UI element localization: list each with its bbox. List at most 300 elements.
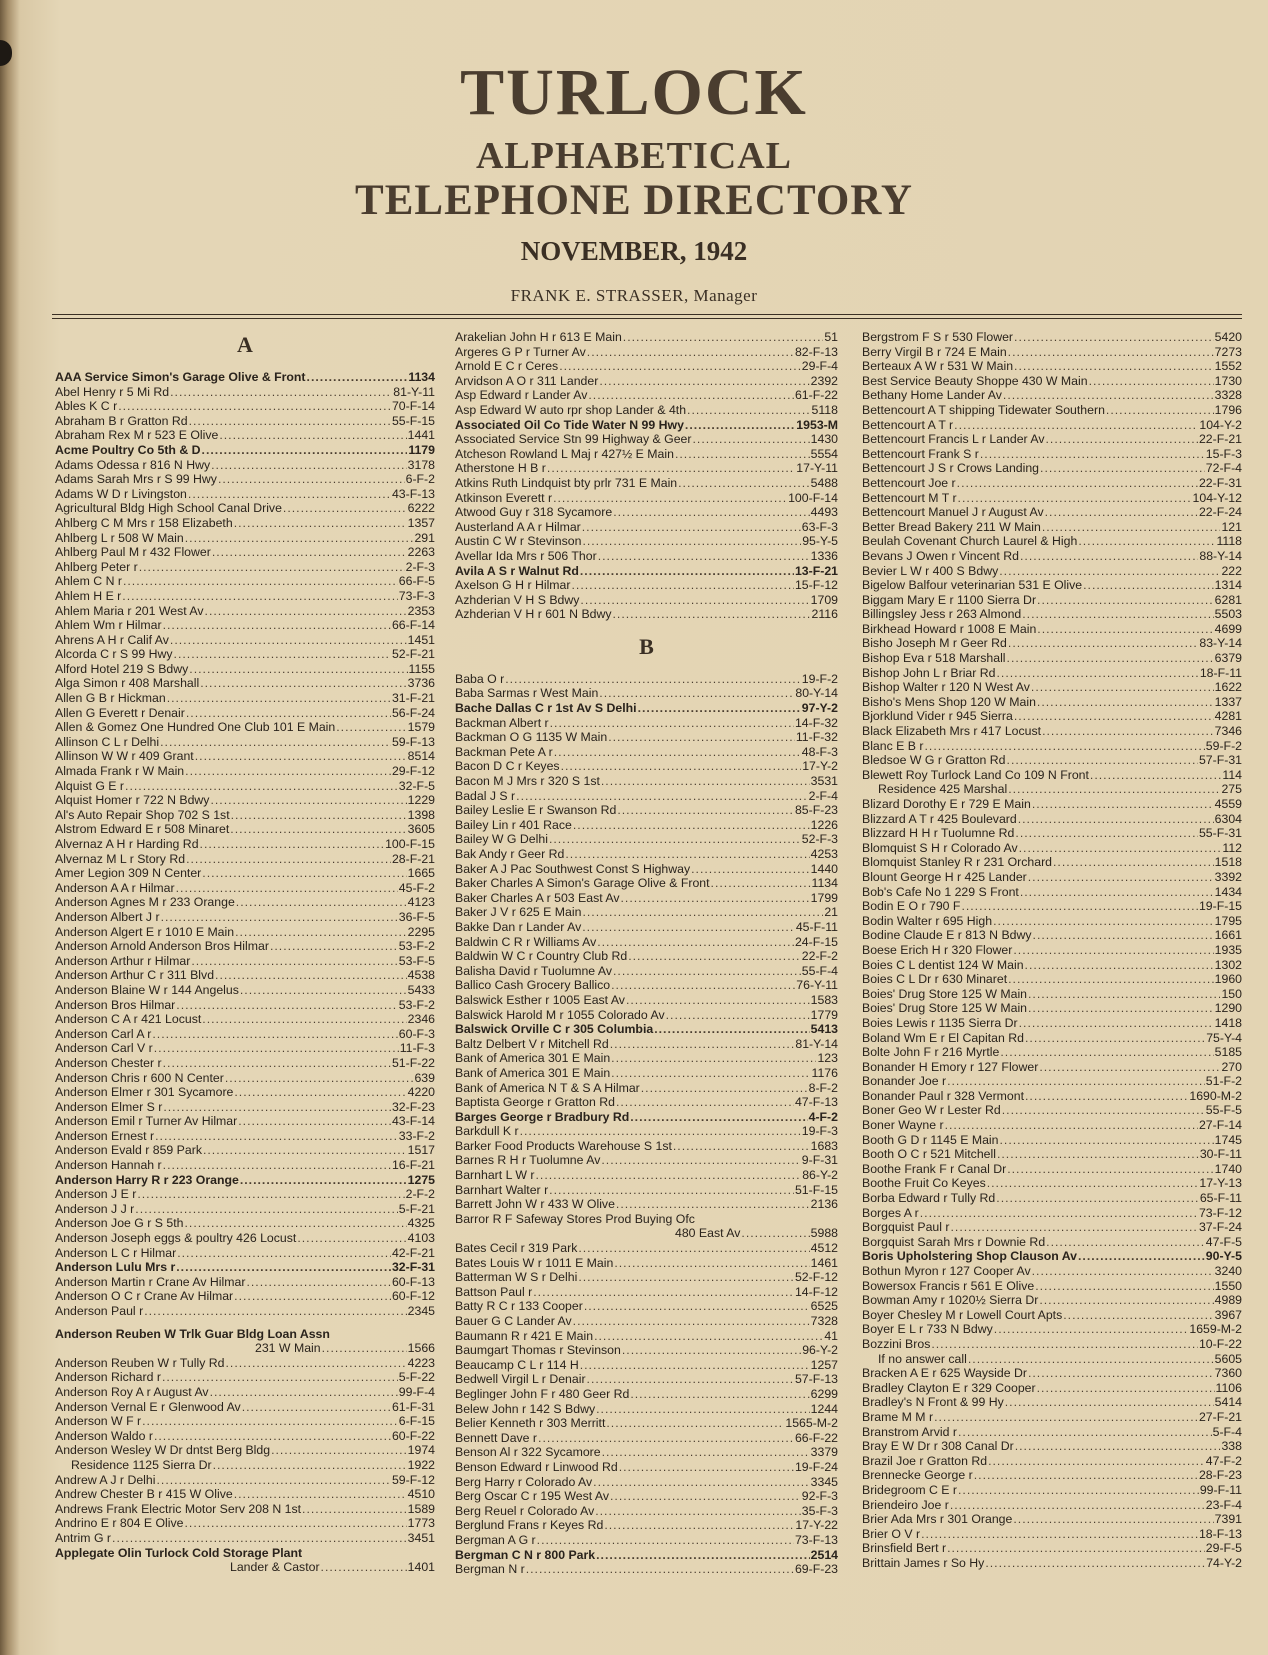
listing-phone: 5185 xyxy=(1214,1045,1242,1060)
leader-dots xyxy=(533,1285,794,1300)
leader-dots xyxy=(1045,505,1198,520)
leader-dots xyxy=(1037,1381,1215,1396)
leader-dots xyxy=(666,1008,810,1023)
leader-dots xyxy=(1000,1045,1213,1060)
listing-phone: 6525 xyxy=(810,1299,838,1314)
listing-phone: 1922 xyxy=(407,1457,435,1472)
listing-entry xyxy=(862,768,1242,783)
listing-entry xyxy=(55,852,435,867)
leader-dots xyxy=(321,1560,407,1575)
leader-dots xyxy=(561,759,802,774)
listing-entry xyxy=(55,1429,435,1444)
listing-name: Borba Edward r Tully Rd xyxy=(862,1191,996,1206)
listing-phone: 18-F-13 xyxy=(1198,1526,1242,1541)
leader-dots xyxy=(155,1129,398,1144)
leader-dots xyxy=(225,1071,414,1086)
listing-name: Brier O V r xyxy=(862,1526,921,1541)
listing-name: Avila A S r Walnut Rd xyxy=(455,563,579,578)
leader-dots xyxy=(1106,403,1214,418)
leader-dots xyxy=(189,414,391,429)
listing-entry xyxy=(55,1275,435,1290)
listing-entry xyxy=(55,1385,435,1400)
listing-entry xyxy=(862,520,1242,535)
listing-phone: 2263 xyxy=(407,545,435,560)
listing-phone: 1401 xyxy=(407,1560,435,1575)
listing-phone: 56-F-24 xyxy=(391,705,435,720)
listing-entry xyxy=(55,618,435,633)
listing-phone: 53-F-2 xyxy=(398,997,435,1012)
leader-dots xyxy=(1028,987,1220,1002)
listing-phone: 1589 xyxy=(407,1501,435,1516)
listing-phone: 4223 xyxy=(407,1355,435,1370)
listing-name: Avellar Ida Mrs r 506 Thor xyxy=(455,548,597,563)
listing-phone: 55-F-31 xyxy=(1198,826,1242,841)
listing-entry xyxy=(455,818,838,833)
listing-entry-cont xyxy=(55,1341,435,1356)
listing-name: Bisho's Mens Shop 120 W Main xyxy=(862,694,1036,709)
listing-entry xyxy=(55,545,435,560)
listing-phone: 66-F-5 xyxy=(398,574,435,589)
listing-phone: 3345 xyxy=(810,1474,838,1489)
listing-phone: 1398 xyxy=(407,807,435,822)
leader-dots xyxy=(598,549,810,564)
listing-phone: 31-F-21 xyxy=(391,691,435,706)
leader-dots xyxy=(520,1124,801,1139)
listing-phone: 30-F-11 xyxy=(1199,1147,1242,1162)
listing-entry xyxy=(862,505,1242,520)
listing-entry xyxy=(862,418,1242,433)
leader-dots xyxy=(611,978,795,993)
listing-name: Barnhart Walter r xyxy=(455,1182,549,1197)
listing-name: Bradley's N Front & 99 Hy xyxy=(862,1395,1004,1410)
leader-dots xyxy=(186,706,391,721)
leader-dots xyxy=(968,1352,1214,1367)
listing-entry xyxy=(455,1329,838,1344)
listing-name: Batty R C r 133 Cooper xyxy=(455,1299,583,1314)
listing-entry xyxy=(55,428,435,443)
listing-phone: 3967 xyxy=(1214,1307,1242,1322)
listing-name: Bodine Claude E r 813 N Bdwy xyxy=(862,928,1032,943)
listing-entry xyxy=(455,461,838,476)
listing-name: Atwood Guy r 318 Sycamore xyxy=(455,505,613,520)
listing-entry xyxy=(455,978,838,993)
leader-dots xyxy=(954,418,1198,433)
listing-name: Azhderian V H r 601 N Bdwy xyxy=(455,607,612,622)
listing-name: Benson Al r 322 Sycamore xyxy=(455,1445,601,1460)
listing-phone: 80-Y-14 xyxy=(795,686,838,701)
listing-phone: 95-Y-5 xyxy=(802,534,838,549)
listing-name: Bank of America N T & S A Hilmar xyxy=(455,1080,640,1095)
listing-entry xyxy=(455,1548,838,1563)
listing-phone: 5-F-4 xyxy=(1212,1424,1242,1439)
listing-name: Almada Frank r W Main xyxy=(55,764,185,779)
listing-entry xyxy=(455,447,838,462)
listing-entry xyxy=(55,691,435,706)
leader-dots xyxy=(271,1443,407,1458)
listing-phone: 32-F-5 xyxy=(398,778,435,793)
listing-name: Batterman W S r Delhi xyxy=(455,1270,578,1285)
listing-phone: 17-Y-22 xyxy=(795,1518,838,1533)
listing-phone: 43-F-14 xyxy=(391,1114,435,1129)
leader-dots xyxy=(236,895,407,910)
listing-entry xyxy=(55,647,435,662)
leader-dots xyxy=(594,1329,823,1344)
listing-entry xyxy=(862,1001,1242,1016)
listing-name: Blizard Dorothy E r 729 E Main xyxy=(862,797,1031,811)
listing-name: Baumgart Thomas r Stevinson xyxy=(455,1343,621,1358)
listing-phone: 9-F-31 xyxy=(801,1153,838,1168)
listing-name: Anderson Ernest r xyxy=(55,1128,155,1143)
leader-dots xyxy=(945,1118,1198,1133)
listing-name: Andrew Chester B r 415 W Olive xyxy=(55,1487,233,1502)
listing-entry xyxy=(55,749,435,764)
listing-entry xyxy=(55,954,435,969)
listing-entry xyxy=(862,359,1242,374)
listing-phone: 1430 xyxy=(810,432,838,447)
listing-phone: 73-F-13 xyxy=(794,1532,838,1547)
listing-entry xyxy=(455,789,838,804)
leader-dots xyxy=(626,993,810,1008)
listing-phone: 1730 xyxy=(1214,373,1242,388)
listing-name: Borgquist Sarah Mrs r Downie Rd xyxy=(862,1234,1046,1249)
listing-phone: 52-F-3 xyxy=(801,832,838,847)
listing-phone: 6-F-2 xyxy=(405,472,435,487)
leader-dots xyxy=(163,1056,391,1071)
listing-entry xyxy=(455,993,838,1008)
listing-name: Bjorklund Vider r 945 Sierra xyxy=(862,709,1013,724)
listing-entry xyxy=(455,701,838,716)
listing-name: If no answer call xyxy=(878,1351,967,1366)
manager-line: FRANK E. STRASSER, Manager xyxy=(510,286,758,305)
listing-name: Alcorda C r S 99 Hwy xyxy=(55,647,173,662)
leader-dots xyxy=(573,1314,810,1329)
listing-name: Anderson L C r Hilmar xyxy=(55,1245,177,1260)
listing-entry xyxy=(455,330,838,345)
listing-entry xyxy=(455,745,838,760)
listing-entry xyxy=(55,1202,435,1217)
leader-dots xyxy=(234,516,407,531)
listing-entry xyxy=(55,793,435,808)
listing-phone: 1451 xyxy=(407,632,435,647)
leader-dots xyxy=(980,447,1205,462)
leader-dots xyxy=(1007,1162,1213,1177)
listing-entry xyxy=(862,797,1242,812)
leader-dots xyxy=(212,545,407,560)
leader-dots xyxy=(234,1289,391,1304)
listing-phone: 42-F-21 xyxy=(391,1245,435,1260)
listing-entry xyxy=(862,1176,1242,1191)
listing-phone: 2116 xyxy=(811,607,838,622)
listing-name: Alford Hotel 219 S Bdwy xyxy=(55,661,189,676)
listing-entry xyxy=(55,1056,435,1071)
listing-phone: 51 xyxy=(824,330,838,344)
listing-name: Backman Pete A r xyxy=(455,744,553,759)
listing-entry xyxy=(862,1045,1242,1060)
listing-phone: 1518 xyxy=(1214,855,1242,870)
leader-dots xyxy=(958,1425,1212,1440)
listing-phone: 7360 xyxy=(1214,1366,1242,1381)
listing-phone: 57-F-31 xyxy=(1198,753,1242,768)
listing-entry xyxy=(455,1372,838,1387)
listing-entry xyxy=(55,1370,435,1385)
listing-entry xyxy=(862,899,1242,914)
listing-name: Anderson Vernal E r Glenwood Av xyxy=(55,1399,241,1414)
listing-name: Anderson Harry R r 223 Orange xyxy=(55,1172,239,1187)
leader-dots xyxy=(613,964,801,979)
leader-dots xyxy=(202,1012,406,1027)
listing-name: Baptista George r Gratton Rd xyxy=(455,1095,615,1110)
listing-phone: 61-F-31 xyxy=(391,1399,435,1414)
listing-entry xyxy=(55,501,435,516)
listing-name: Baker Charles A Simon's Garage Olive & Front xyxy=(455,876,710,891)
listing-entry xyxy=(55,516,435,531)
leader-dots xyxy=(958,1483,1199,1498)
listing-name: Baumann R r 421 E Main xyxy=(455,1328,594,1343)
listing-entry xyxy=(862,1103,1242,1118)
listing-name: Anderson Emil r Turner Av Hilmar xyxy=(55,1114,238,1129)
leader-dots xyxy=(230,822,406,837)
leader-dots xyxy=(185,531,414,546)
leader-dots xyxy=(122,589,397,604)
listing-entry xyxy=(55,472,435,487)
leader-dots xyxy=(613,505,809,520)
listing-phone: 6-F-15 xyxy=(398,1414,435,1429)
listing-name: Berteaux A W r 531 W Main xyxy=(862,359,1014,374)
listing-entry xyxy=(862,1322,1242,1337)
listing-phone: 90-Y-5 xyxy=(1205,1249,1242,1264)
listing-entry xyxy=(55,866,435,881)
listing-entry xyxy=(862,622,1242,637)
leader-dots xyxy=(161,910,398,925)
listing-phone: 3451 xyxy=(407,1530,435,1545)
listing-entry xyxy=(55,1114,435,1129)
listing-name: Boner Geo W r Lester Rd xyxy=(862,1103,1001,1118)
listing-entry xyxy=(862,1527,1242,1542)
leader-dots xyxy=(601,774,810,789)
listing-name: Bridegroom C E r xyxy=(862,1482,957,1497)
leader-dots xyxy=(1089,374,1214,389)
listing-name: Bishop John L r Briar Rd xyxy=(862,665,996,680)
leader-dots xyxy=(599,686,794,701)
listing-entry xyxy=(862,724,1242,739)
listing-entry xyxy=(55,779,435,794)
leader-dots xyxy=(622,1343,801,1358)
listing-name: Atkinson Everett r xyxy=(455,490,553,505)
listing-entry xyxy=(55,1071,435,1086)
leader-dots xyxy=(593,1475,809,1490)
listing-name: Berg Reuel r Colorado Av xyxy=(455,1503,595,1518)
leader-dots xyxy=(177,1246,391,1261)
listing-entry xyxy=(55,399,435,414)
listing-name: Berglund Frans r Keyes Rd xyxy=(455,1518,604,1533)
listing-name: Asp Edward W auto rpr shop Lander & 4th xyxy=(455,402,687,417)
leader-dots xyxy=(993,914,1214,929)
listing-name: Balisha David r Tuolumne Av xyxy=(455,963,612,978)
listing-phone: 60-F-13 xyxy=(391,1274,435,1289)
listing-phone: 123 xyxy=(817,1051,838,1066)
listing-phone: 15-F-12 xyxy=(794,578,838,593)
listing-name: Barker Food Products Warehouse S 1st xyxy=(455,1138,672,1153)
listing-name: Austerland A A r Hilmar xyxy=(455,519,581,534)
listing-phone: 16-F-21 xyxy=(391,1158,435,1173)
listing-name: Boyer Chesley M r Lowell Court Apts xyxy=(862,1307,1063,1322)
listing-name: Beaucamp C L r 114 H xyxy=(455,1357,579,1372)
listing-name: Bergman C N r 800 Park xyxy=(455,1547,596,1562)
section-letter-b: B xyxy=(639,633,654,659)
leader-dots xyxy=(1007,753,1198,768)
listing-name: Asp Edward r Lander Av xyxy=(455,388,588,403)
listing-entry xyxy=(455,1139,838,1154)
listing-phone: 7346 xyxy=(1214,724,1242,739)
leader-dots xyxy=(174,647,391,662)
listing-phone: 59-F-2 xyxy=(1205,738,1242,753)
listing-entry xyxy=(862,1235,1242,1250)
listing-entry: Barror R F Safeway Stores Prod Buying Ofc xyxy=(455,1211,695,1226)
listing-entry xyxy=(55,1502,435,1517)
listing-phone: 3178 xyxy=(407,457,435,472)
listing-name: Bakke Dan r Lander Av xyxy=(455,919,582,934)
listing-entry xyxy=(55,1143,435,1158)
listing-name: Ahlberg Peter r xyxy=(55,559,138,574)
listing-phone: 4220 xyxy=(407,1085,435,1100)
listing-phone: 5118 xyxy=(811,402,838,417)
leader-dots xyxy=(1003,388,1214,403)
listing-entry xyxy=(55,1173,435,1188)
listing-phone: 5433 xyxy=(407,982,435,997)
listing-name: Belier Kenneth r 303 Merritt xyxy=(455,1416,606,1431)
listing-phone: 4559 xyxy=(1214,797,1242,811)
listing-entry xyxy=(455,578,838,593)
listing-name: Anderson O C r Crane Av Hilmar xyxy=(55,1289,234,1304)
listing-phone: 5-F-21 xyxy=(398,1201,435,1216)
listing-entry xyxy=(862,1512,1242,1527)
listing-entry xyxy=(862,578,1242,593)
leader-dots xyxy=(188,487,391,502)
listing-phone: 338 xyxy=(1221,1439,1242,1454)
listing-name: Bonander Paul r 328 Vermont xyxy=(862,1088,1025,1103)
leader-dots xyxy=(1033,928,1214,943)
listing-name: Ahlem C N r xyxy=(55,574,122,589)
listing-name: Anderson Martin r Crane Av Hilmar xyxy=(55,1274,246,1289)
leader-dots xyxy=(1063,1308,1213,1323)
listing-phone: 6379 xyxy=(1214,651,1242,666)
listing-entry xyxy=(455,564,838,579)
listing-name: Blanc E B r xyxy=(862,738,924,753)
leader-dots xyxy=(242,1400,391,1415)
listing-name: Boyer E L r 733 N Bdwy xyxy=(862,1322,993,1337)
listing-phone: 1434 xyxy=(1214,884,1242,899)
leader-dots xyxy=(283,501,407,516)
leader-dots xyxy=(1020,885,1214,900)
listing-phone: 3392 xyxy=(1214,869,1242,884)
listing-entry xyxy=(55,822,435,837)
listing-phone: 55-F-5 xyxy=(1205,1103,1242,1118)
listing-name: Anderson Roy A r August Av xyxy=(55,1384,209,1399)
listing-phone: 1106 xyxy=(1215,1380,1242,1395)
listing-phone: 1418 xyxy=(1214,1015,1242,1030)
listing-phone: 32-F-23 xyxy=(391,1099,435,1114)
listing-entry xyxy=(455,534,838,549)
listing-entry xyxy=(862,1541,1242,1556)
listing-phone: 81-Y-14 xyxy=(795,1036,838,1051)
listing-entry xyxy=(455,686,838,701)
leader-dots xyxy=(587,1372,794,1387)
leader-dots xyxy=(139,560,405,575)
listing-phone: 3736 xyxy=(407,676,435,691)
leader-dots xyxy=(693,432,810,447)
listing-entry xyxy=(862,987,1242,1002)
listing-entry xyxy=(455,1285,838,1300)
listing-name: Amer Legion 309 N Center xyxy=(55,866,202,881)
listing-entry xyxy=(862,534,1242,549)
listing-entry xyxy=(455,593,838,608)
leader-dots xyxy=(997,666,1199,681)
leader-dots xyxy=(203,1143,407,1158)
listing-name: Andrew A J r Delhi xyxy=(55,1472,156,1487)
listing-name: Badal J S r xyxy=(455,788,516,803)
listing-entry xyxy=(862,607,1242,622)
column-1 xyxy=(55,330,435,1575)
listing-phone: 1565-M-2 xyxy=(785,1416,838,1431)
listing-name: Ahlberg Paul M r 432 Flower xyxy=(55,545,211,560)
listing-entry xyxy=(455,1022,838,1037)
leader-dots xyxy=(587,345,794,360)
listing-name: Baba O r xyxy=(455,671,505,686)
listing-phone: 19-F-24 xyxy=(794,1459,838,1474)
listing-name: Bozzini Bros xyxy=(862,1336,931,1351)
leader-dots xyxy=(621,891,810,906)
leader-dots xyxy=(999,1133,1213,1148)
listing-group xyxy=(55,1356,435,1546)
leader-dots xyxy=(578,1241,809,1256)
listing-name: Bonander H Emory r 127 Flower xyxy=(862,1059,1039,1074)
leader-dots xyxy=(234,1487,407,1502)
listing-phone: 53-F-5 xyxy=(398,953,435,968)
listing-name: Borges A r xyxy=(862,1205,919,1220)
listing-entry xyxy=(455,920,838,935)
leader-dots xyxy=(1025,1089,1188,1104)
listing-name: Booth G D r 1145 E Main xyxy=(862,1132,999,1147)
listing-phone: 74-Y-2 xyxy=(1206,1555,1242,1570)
listing-entry xyxy=(55,1012,435,1027)
leader-dots xyxy=(1032,1264,1214,1279)
leader-dots xyxy=(958,491,1192,506)
listing-phone: 4510 xyxy=(407,1487,435,1502)
leader-dots xyxy=(1015,826,1198,841)
listing-entry xyxy=(862,943,1242,958)
listing-name: Boese Erich H r 320 Flower xyxy=(862,942,1013,957)
listing-entry xyxy=(455,1402,838,1417)
listing-entry xyxy=(55,837,435,852)
listing-phone: 11-F-32 xyxy=(795,730,838,745)
leader-dots xyxy=(170,633,407,648)
listing-phone: 5420 xyxy=(1214,330,1242,344)
listing-phone: 47-F-2 xyxy=(1205,1453,1242,1468)
listing-phone: 4538 xyxy=(407,968,435,983)
listing-name: 231 W Main xyxy=(255,1341,321,1356)
listing-name: Anderson Bros Hilmar xyxy=(55,997,176,1012)
listing-phone: 75-Y-4 xyxy=(1206,1030,1242,1045)
listing-entry xyxy=(862,870,1242,885)
leader-dots xyxy=(1019,841,1222,856)
listing-phone: 4493 xyxy=(810,505,838,520)
leader-dots xyxy=(951,1220,1198,1235)
listing-phone: 4103 xyxy=(407,1231,435,1246)
listing-entry xyxy=(455,418,838,433)
listing-group xyxy=(455,1241,838,1577)
leader-dots xyxy=(573,818,810,833)
listing-phone: 5605 xyxy=(1214,1351,1242,1366)
